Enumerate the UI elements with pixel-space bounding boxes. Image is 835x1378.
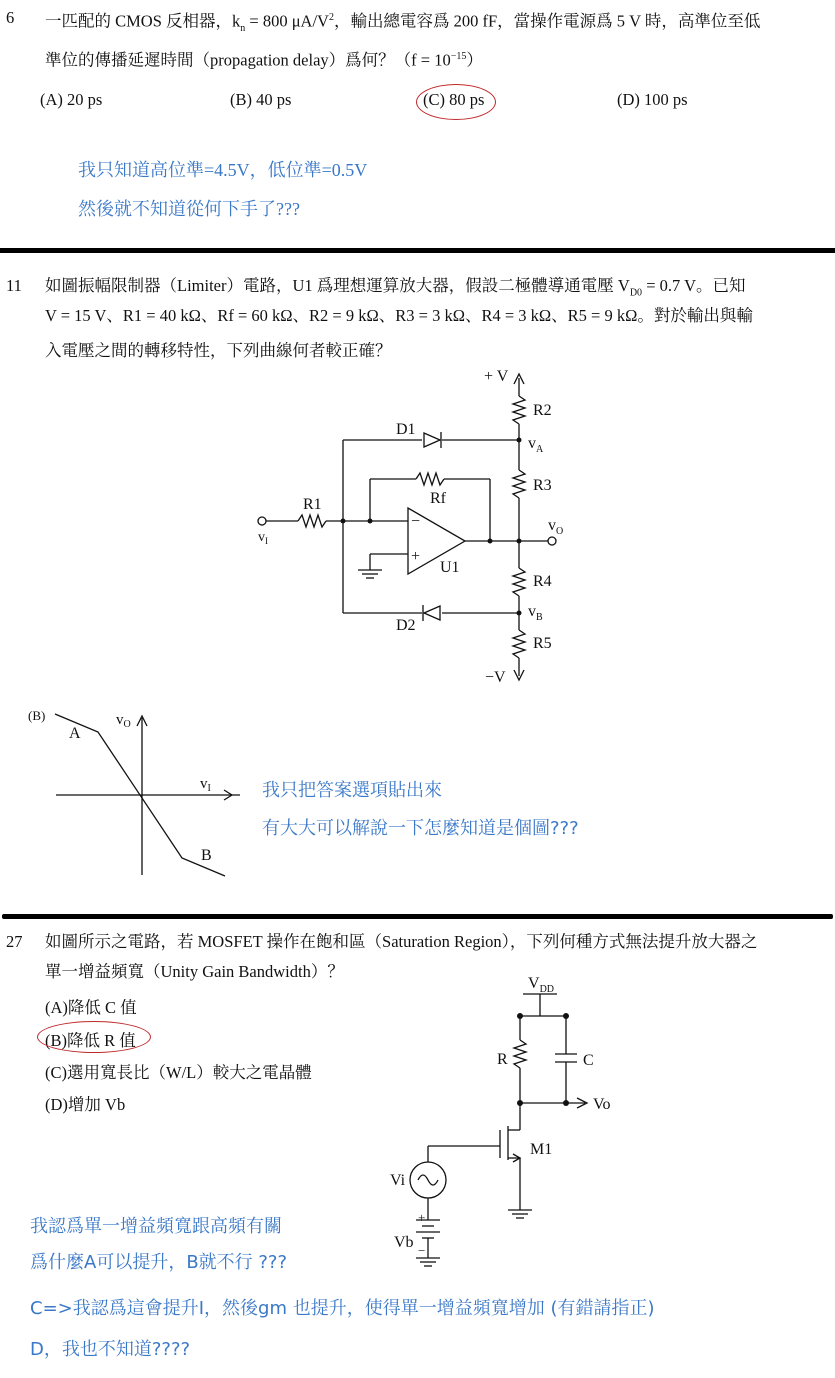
transfer-graph: [0, 700, 240, 880]
q6-option-a: (A) 20 ps: [40, 90, 103, 109]
d2-label: D2: [396, 617, 416, 634]
vi-source-label: Vi: [390, 1172, 406, 1189]
q27-note-2: 爲什麼A可以提升，B就不行 ???: [30, 1252, 288, 1273]
q27-number: 27: [6, 932, 23, 951]
q27-text-line2: 單一增益頻寬（Unity Gain Bandwidth）？: [45, 962, 344, 981]
r-label: R: [497, 1051, 508, 1068]
va-label: $v_A$: [528, 435, 544, 455]
q27-text-line1: 如圖所示之電路，若 MOSFET 操作在飽和區（Saturation Region），下列何種方式無法提升放大器之: [45, 932, 758, 951]
minus-v-label: −V: [485, 669, 506, 686]
vo-label: $v_O$: [548, 517, 564, 537]
rf-label: Rf: [430, 490, 446, 507]
battery-plus: +: [418, 1210, 426, 1225]
q11-text-line1: 如圖振幅限制器（Limiter）電路，U1 爲理想運算放大器，假設二極體導通電壓 $V_{D0} = 0.7$ V。已知: [45, 276, 746, 299]
r4-label: R4: [533, 573, 552, 590]
vb-label: Vb: [394, 1234, 414, 1251]
vo-out-label: Vo: [593, 1096, 611, 1113]
q6-text-line1: 一匹配的 CMOS 反相器，$k_n = 800$ $\mu A/V^2$，輸出總電容爲 200 fF，當操作電源爲 5 V 時，高準位至低: [45, 11, 761, 34]
q6-note-1: 我只知道高位準=4.5V，低位準=0.5V: [78, 160, 368, 180]
battery-minus: −: [418, 1243, 426, 1258]
r5-label: R5: [533, 635, 552, 652]
q6-option-c: (C) 80 ps: [423, 90, 485, 109]
graph-option-label: (B): [28, 708, 46, 723]
q11-note-2: 有大大可以解說一下怎麼知道是個圖???: [262, 818, 579, 839]
divider-2: [2, 914, 833, 919]
plus-v-label: + V: [484, 368, 509, 385]
c-label: C: [583, 1052, 594, 1069]
q27-option-a: (A)降低 C 值: [45, 998, 137, 1017]
q27-option-c: (C)選用寬長比（W/L）較大之電晶體: [45, 1063, 312, 1082]
q11-text-line3: 入電壓之間的轉移特性，下列曲線何者較正確？: [45, 341, 392, 360]
u1-label: U1: [440, 559, 460, 576]
q27-note-4: D，我也不知道????: [30, 1339, 191, 1360]
q6-number: 6: [6, 8, 15, 27]
vb-label: $v_B$: [528, 603, 543, 623]
vdd-label: $V_{DD}$: [528, 975, 555, 995]
r1-label: R1: [303, 496, 322, 513]
opamp-minus: −: [411, 513, 421, 530]
q27-note-1: 我認爲單一增益頻寬跟高頻有關: [30, 1216, 282, 1237]
graph-point-b: B: [201, 847, 212, 864]
r3-label: R3: [533, 477, 552, 494]
opamp-plus: +: [411, 548, 421, 565]
q6-option-b: (B) 40 ps: [230, 90, 292, 109]
q27-answer-circle: [37, 1021, 151, 1053]
m1-label: M1: [530, 1141, 553, 1158]
graph-xlabel: $v_I$: [200, 776, 211, 794]
graph-ylabel: $v_O$: [116, 712, 131, 730]
q6-note-2: 然後就不知道從何下手了???: [78, 199, 300, 219]
q11-note-1: 我只把答案選項貼出來: [262, 780, 442, 801]
q27-option-b: (B)降低 R 值: [45, 1031, 136, 1050]
q27-note-3: C=>我認爲這會提升I，然後gm 也提升，使得單一增益頻寬增加 (有錯請指正): [30, 1298, 655, 1319]
d1-label: D1: [396, 421, 416, 438]
q11-number: 11: [6, 276, 22, 295]
q11-text-line2: V = 15 V、R1 = 40 kΩ、Rf = 60 kΩ、R2 = 9 kΩ、R3 = 3 kΩ、R4 = 3 kΩ、R5 = 9 kΩ。對於輸出與輸: [45, 306, 753, 325]
r2-label: R2: [533, 402, 552, 419]
q27-option-d: (D)增加 Vb: [45, 1095, 126, 1114]
q6-option-d: (D) 100 ps: [617, 90, 688, 109]
vi-label: $v_I$: [258, 530, 268, 546]
graph-point-a: A: [69, 725, 81, 742]
amplifier-circuit: [380, 970, 640, 1280]
q6-text-line2: 準位的傳播延遲時間（propagation delay）爲何？$(f = 10^{-15})$: [45, 50, 483, 70]
